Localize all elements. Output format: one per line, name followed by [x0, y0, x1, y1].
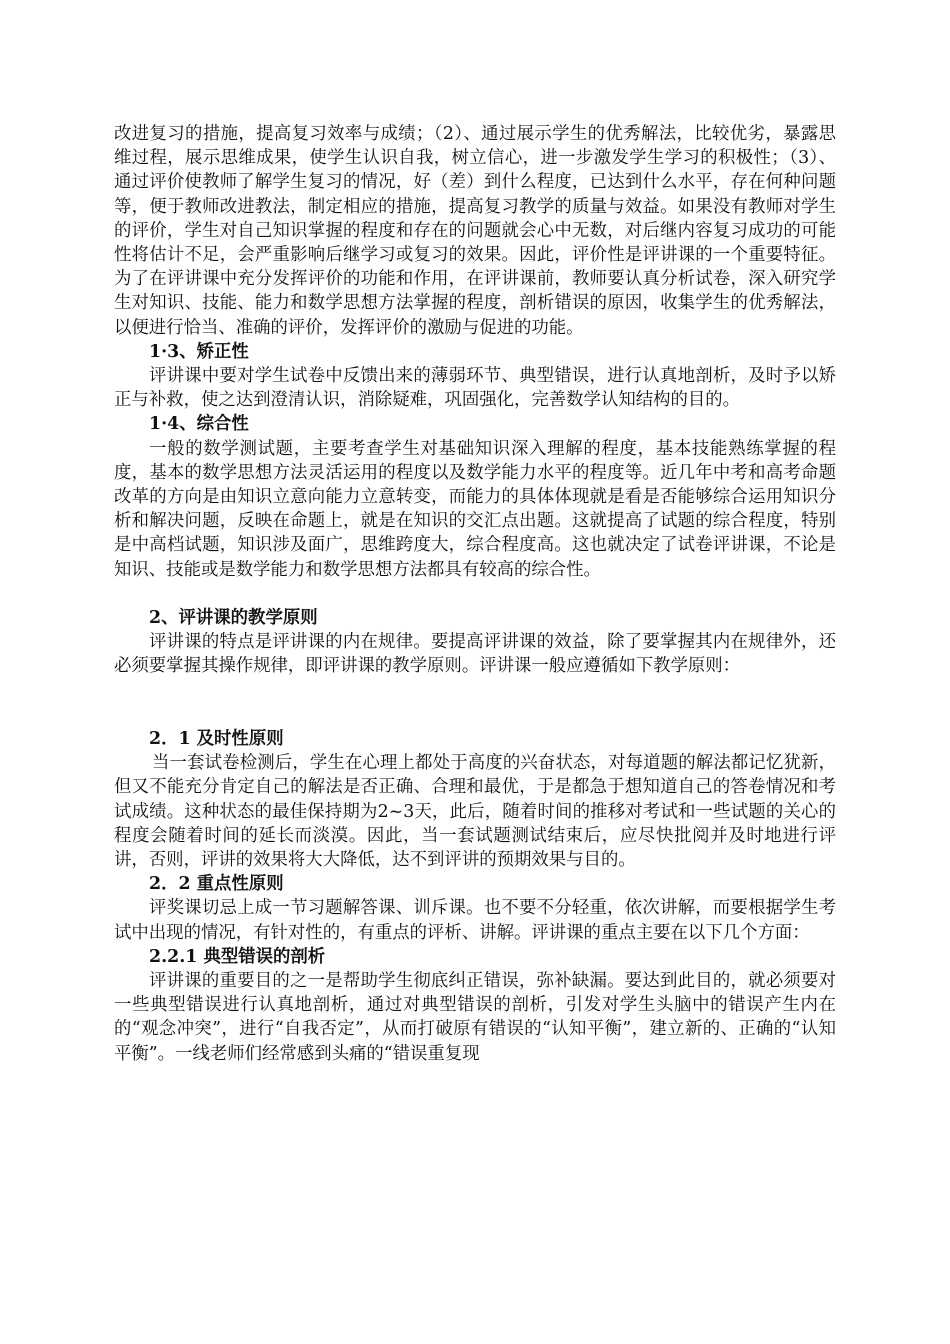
heading-2-2-1-typical-errors: 2.2.1 典型错误的剖析: [149, 946, 326, 967]
blank-line: [114, 582, 836, 606]
heading-1-3-corrective: 1·3、矫正性: [149, 341, 249, 362]
paragraph-1-3: 评讲课中要对学生试卷中反馈出来的薄弱环节、典型错误，进行认真地剖析，及时予以矫正与补救，使之达到澄清认识，消除疑难，巩固强化，完善数学认知结构的目的。: [114, 366, 836, 411]
blank-line: [114, 679, 836, 727]
paragraph-evaluation-continued: 改进复习的措施，提高复习效率与成绩；（2）、通过展示学生的优秀解法，比较优劣，暴露思维过程，展示思维成果，使学生认识自我，树立信心，进一步激发学生学习的积极性；（3）、通过评价使教师了解学生复习的情况，好（差）到什么程度，已达到什么水平，存在何种问题等，便于教师改进教法，制定相应的措施，提高复习教学的质量与效益。如果没有教师对学生的评价，学生对自己知识掌握的程度和存在的问题就会心中无数，对后继内容复习成功的可能性将估计不足，会严重影响后继学习或复习的效果。因此，评价性是评讲课的一个重要特征。为了在评讲课中充分发挥评价的功能和作用，在评讲课前，教师要认真分析试卷，深入研究学生对知识、技能、能力和数学思想方法掌握的程度，剖析错误的原因，收集学生的优秀解法，以便进行恰当、准确的评价，发挥评价的激励与促进的功能。: [114, 124, 836, 338]
heading-2-principles: 2、评讲课的教学原则: [149, 608, 318, 629]
paragraph-1-4: 一般的数学测试题，主要考查学生对基础知识深入理解的程度，基本技能熟练掌握的程度，基本的数学思想方法灵活运用的程度以及数学能力水平的程度等。近几年中考和高考命题改革的方向是由知识立意向能力立意转变，而能力的具体体现就是看是否能够综合运用知识分析和解决问题，反映在命题上，就是在知识的交汇点出题。这就提高了试题的综合程度，特别是中高档试题，知识涉及面广，思维跨度大，综合程度高。这也就决定了试卷评讲课，不论是知识、技能或是数学能力和数学思想方法都具有较高的综合性。: [114, 438, 836, 580]
heading-1-4-comprehensive: 1·4、综合性: [149, 414, 249, 435]
heading-2-1-timeliness: 2．1 及时性原则: [149, 729, 284, 750]
paragraph-2-2-1: 评讲课的重要目的之一是帮助学生彻底纠正错误，弥补缺漏。要达到此目的，就必须要对一些典型错误进行认真地剖析，通过对典型错误的剖析，引发对学生头脑中的错误产生内在的“观念冲突”，进行“自我否定”，从而打破原有错误的“认知平衡”，建立新的、正确的“认知平衡”。一线老师们经常感到头痛的“错误重复现: [114, 971, 836, 1064]
document-page: [114, 122, 836, 1066]
paragraph-2-2: 评奖课切忌上成一节习题解答课、训斥课。也不要不分轻重，依次讲解，而要根据学生考试中出现的情况，有针对性的，有重点的评析、讲解。评讲课的重点主要在以下几个方面：: [114, 898, 836, 943]
paragraph-2-1: 当一套试卷检测后，学生在心理上都处于高度的兴奋状态，对每道题的解法都记忆犹新，但又不能充分肯定自己的解法是否正确、合理和最优，于是都急于想知道自己的答卷情况和考试成绩。这种状态的最佳保持期为2~3天，此后，随着时间的推移对考试和一些试题的关心的程度会随着时间的延长而淡漠。因此，当一套试题测试结束后，应尽快批阅并及时地进行评讲，否则，评讲的效果将大大降低，达不到评讲的预期效果与目的。: [114, 753, 836, 871]
heading-2-2-focus: 2．2 重点性原则: [149, 874, 284, 895]
paragraph-2: 评讲课的特点是评讲课的内在规律。要提高评讲课的效益，除了要掌握其内在规律外，还必须要掌握其操作规律，即评讲课的教学原则。评讲课一般应遵循如下教学原则：: [114, 632, 836, 677]
